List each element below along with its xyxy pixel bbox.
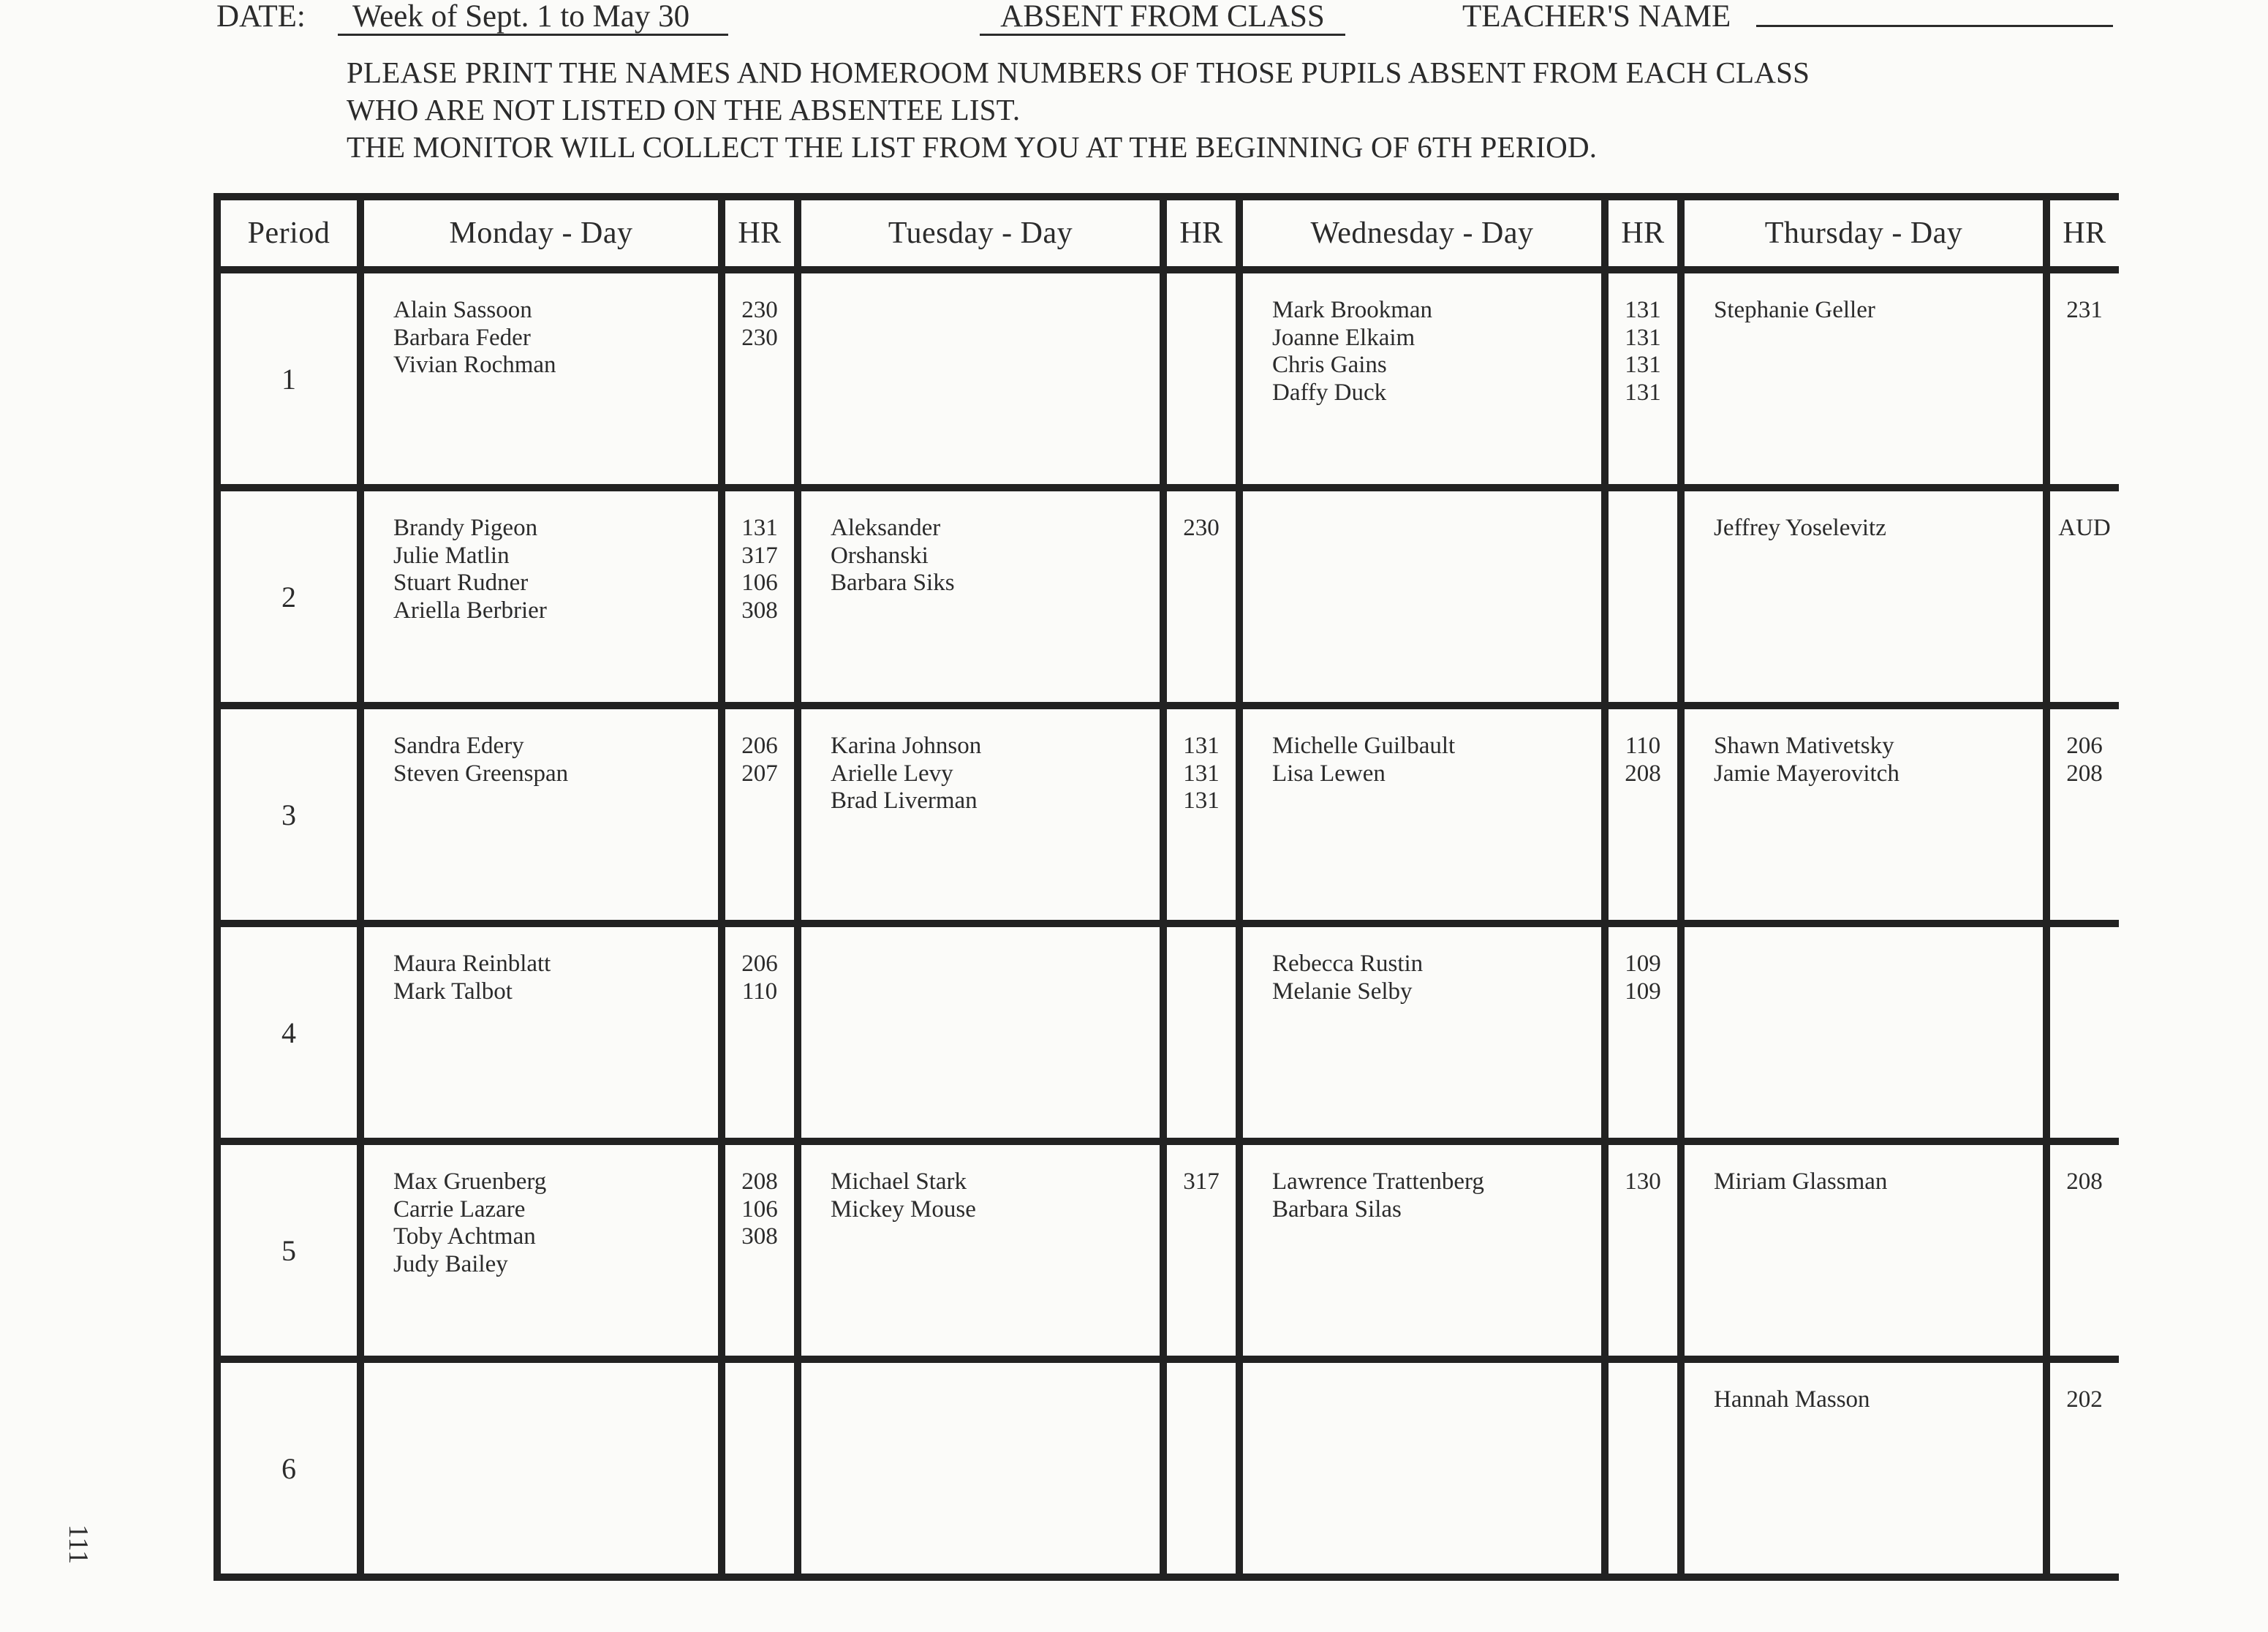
monday-hr-cell: 230 230 — [725, 273, 794, 484]
tuesday-names-cell: Aleksander Orshanski Barbara Siks — [801, 491, 1160, 702]
header-wednesday-hr: HR — [1609, 200, 1677, 266]
monday-hr-cell — [725, 1363, 794, 1574]
header-monday: Monday - Day — [364, 200, 718, 266]
tuesday-names-cell: Karina Johnson Arielle Levy Brad Liverman — [801, 709, 1160, 920]
tuesday-names-cell — [801, 927, 1160, 1138]
page-number: 111 — [63, 1524, 94, 1565]
tuesday-hr-cell: 317 — [1167, 1145, 1236, 1356]
date-value: Week of Sept. 1 to May 30 — [338, 0, 728, 36]
wednesday-hr-cell — [1609, 491, 1677, 702]
header-tuesday: Tuesday - Day — [801, 200, 1160, 266]
wednesday-hr-cell — [1609, 1363, 1677, 1574]
thursday-names-cell — [1685, 927, 2043, 1138]
wednesday-hr-cell: 109 109 — [1609, 927, 1677, 1138]
form-title: ABSENT FROM CLASS — [980, 0, 1345, 36]
monday-hr-cell: 206 110 — [725, 927, 794, 1138]
thursday-hr-cell: 208 — [2050, 1145, 2119, 1356]
tuesday-names-cell — [801, 1363, 1160, 1574]
teacher-name-field — [1756, 0, 2113, 27]
wednesday-names-cell: Mark Brookman Joanne Elkaim Chris Gains Daffy Duck — [1243, 273, 1601, 484]
tuesday-hr-cell: 131 131 131 — [1167, 709, 1236, 920]
header-tuesday-hr: HR — [1167, 200, 1236, 266]
monday-names-cell: Alain Sassoon Barbara Feder Vivian Rochman — [364, 273, 718, 484]
period-number: 3 — [221, 709, 357, 920]
period-number: 4 — [221, 927, 357, 1138]
teacher-name-label: TEACHER'S NAME — [1462, 0, 1731, 34]
thursday-hr-cell: 231 — [2050, 273, 2119, 484]
period-number: 6 — [221, 1363, 357, 1574]
tuesday-hr-cell — [1167, 1363, 1236, 1574]
header-thursday-hr: HR — [2050, 200, 2119, 266]
header-period: Period — [221, 200, 357, 266]
monday-names-cell — [364, 1363, 718, 1574]
thursday-hr-cell: 202 — [2050, 1363, 2119, 1574]
thursday-hr-cell: AUD — [2050, 491, 2119, 702]
thursday-names-cell: Hannah Masson — [1685, 1363, 2043, 1574]
thursday-names-cell: Stephanie Geller — [1685, 273, 2043, 484]
thursday-hr-cell — [2050, 927, 2119, 1138]
wednesday-hr-cell: 110 208 — [1609, 709, 1677, 920]
wednesday-names-cell: Michelle Guilbault Lisa Lewen — [1243, 709, 1601, 920]
monday-names-cell: Brandy Pigeon Julie Matlin Stuart Rudner Ariella Berbrier — [364, 491, 718, 702]
wednesday-names-cell — [1243, 491, 1601, 702]
date-label: DATE: — [216, 0, 306, 34]
monday-hr-cell: 206 207 — [725, 709, 794, 920]
wednesday-hr-cell: 130 — [1609, 1145, 1677, 1356]
thursday-names-cell: Miriam Glassman — [1685, 1145, 2043, 1356]
thursday-names-cell: Shawn Mativetsky Jamie Mayerovitch — [1685, 709, 2043, 920]
period-number: 1 — [221, 273, 357, 484]
tuesday-hr-cell — [1167, 273, 1236, 484]
instruction-line: WHO ARE NOT LISTED ON THE ABSENTEE LIST. — [347, 93, 1021, 126]
monday-names-cell: Sandra Edery Steven Greenspan — [364, 709, 718, 920]
instruction-line: PLEASE PRINT THE NAMES AND HOMEROOM NUMBERS OF THOSE PUPILS ABSENT FROM EACH CLASS — [347, 56, 1810, 89]
header-wednesday: Wednesday - Day — [1243, 200, 1601, 266]
instruction-line: THE MONITOR WILL COLLECT THE LIST FROM YOU AT THE BEGINNING OF 6TH PERIOD. — [347, 130, 1598, 164]
thursday-names-cell: Jeffrey Yoselevitz — [1685, 491, 2043, 702]
period-number: 5 — [221, 1145, 357, 1356]
tuesday-hr-cell — [1167, 927, 1236, 1138]
header-monday-hr: HR — [725, 200, 794, 266]
tuesday-hr-cell: 230 — [1167, 491, 1236, 702]
monday-hr-cell: 131 317 106 308 — [725, 491, 794, 702]
absence-table — [213, 193, 2119, 1581]
thursday-hr-cell: 206 208 — [2050, 709, 2119, 920]
wednesday-names-cell: Lawrence Trattenberg Barbara Silas — [1243, 1145, 1601, 1356]
header-thursday: Thursday - Day — [1685, 200, 2043, 266]
tuesday-names-cell — [801, 273, 1160, 484]
monday-hr-cell: 208 106 308 — [725, 1145, 794, 1356]
wednesday-names-cell — [1243, 1363, 1601, 1574]
wednesday-names-cell: Rebecca Rustin Melanie Selby — [1243, 927, 1601, 1138]
monday-names-cell: Max Gruenberg Carrie Lazare Toby Achtman Judy Bailey — [364, 1145, 718, 1356]
period-number: 2 — [221, 491, 357, 702]
tuesday-names-cell: Michael Stark Mickey Mouse — [801, 1145, 1160, 1356]
wednesday-hr-cell: 131 131 131 131 — [1609, 273, 1677, 484]
instructions — [347, 54, 1810, 166]
monday-names-cell: Maura Reinblatt Mark Talbot — [364, 927, 718, 1138]
